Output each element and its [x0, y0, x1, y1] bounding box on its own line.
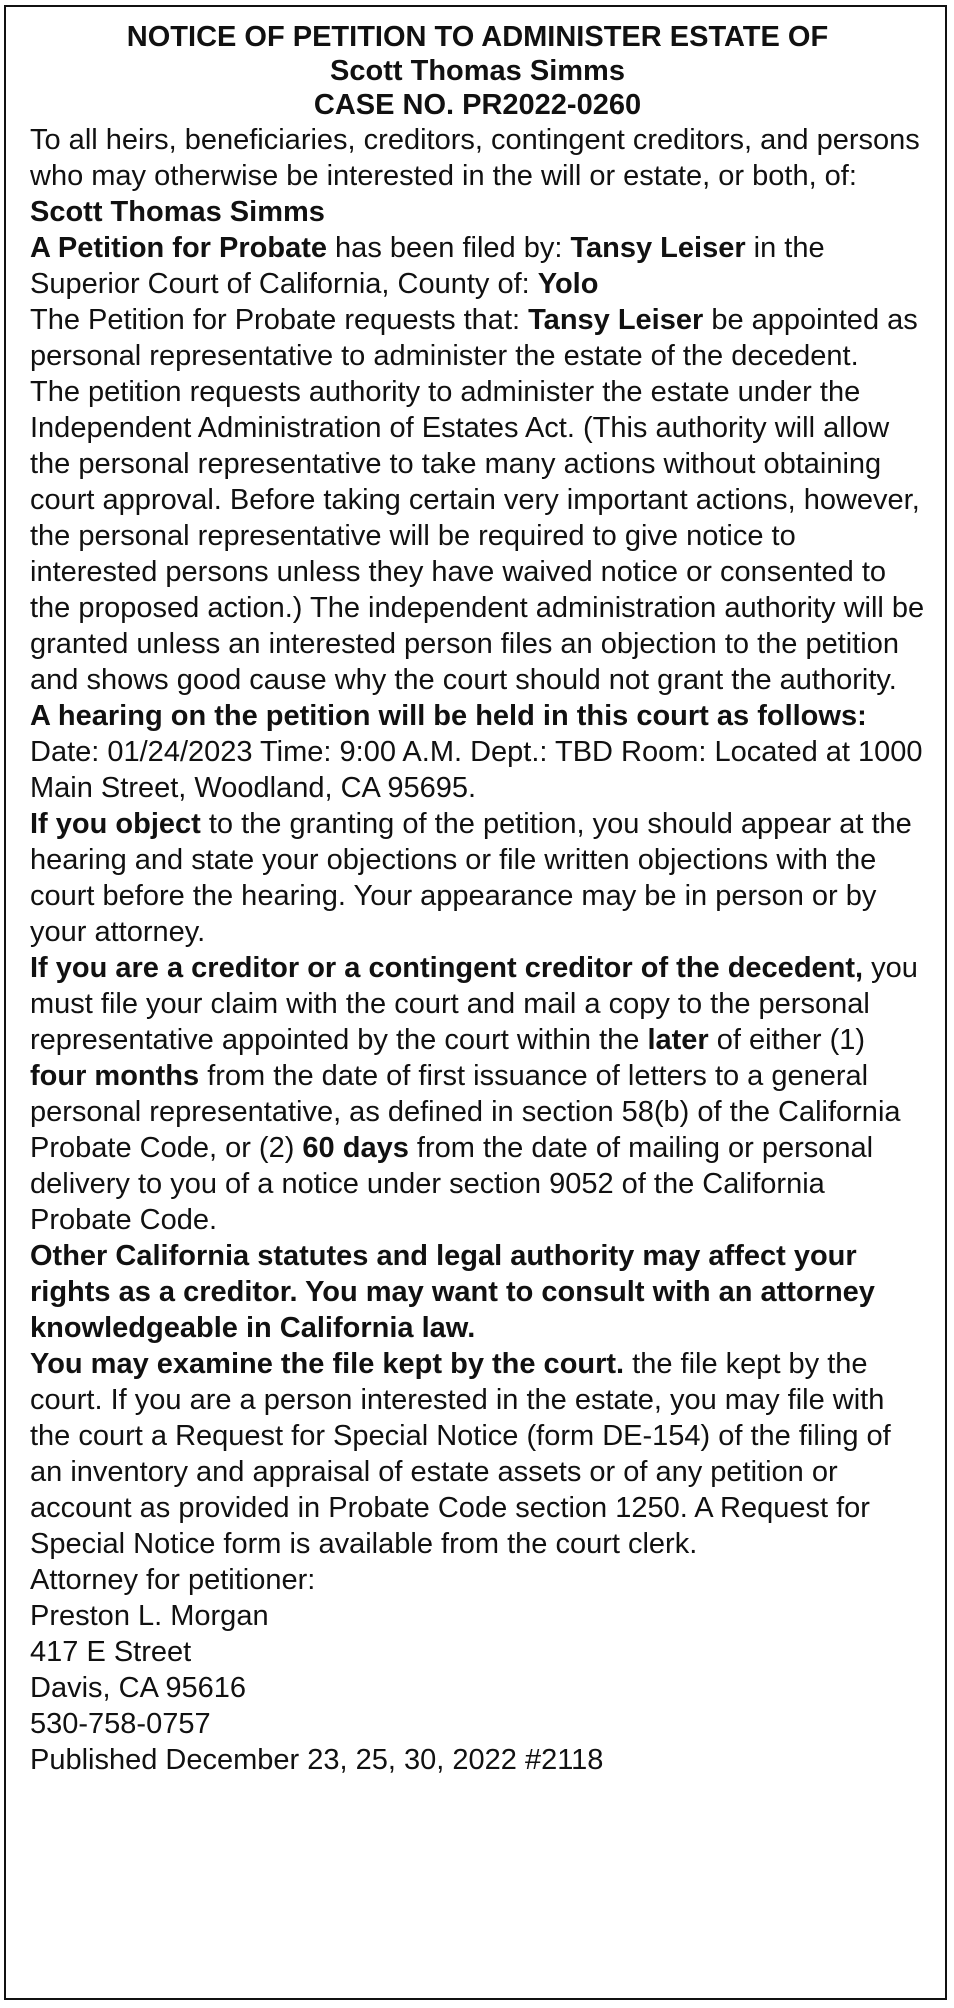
examine-file-paragraph — [30, 1346, 925, 1562]
authority-paragraph: The petition requests authority to administer the estate under the Independent Administration of Estates Act. (This authority will allow the personal representative to take many actions without obtaining court approval. Before taking certain very important actions, however, the personal representative will be required to give notice to interested persons unless they have waived notice or consented to the proposed action.) The independent administration authority will be granted unless an interested person files an objection to the petition and shows good cause why the court should not grant the authority. — [30, 376, 925, 696]
attorney-name: Preston L. Morgan — [30, 1600, 269, 1632]
petitioner-name: Tansy Leiser — [570, 232, 746, 264]
statutes-warning-paragraph: Other California statutes and legal authority may affect your rights as a creditor. You may want to consult with an attorney knowledgeable in California law. — [30, 1240, 875, 1344]
attorney-city: Davis, CA 95616 — [30, 1672, 247, 1704]
creditor-text-1: you must file your claim with the court and mail a copy to the personal representative appointed by the court within the — [30, 952, 918, 1056]
appointment-text: be appointed as personal representative to administer the estate of the decedent. — [30, 304, 918, 372]
intro-paragraph — [30, 122, 925, 230]
creditor-text-3: from the date of first issuance of letters to a general personal representative, as defined in section 58(b) of the California Probate Code, or (2) — [30, 1060, 901, 1164]
later-emphasis: later — [647, 1024, 709, 1056]
hearing-label: A hearing on the petition will be held in this court as follows: — [30, 700, 867, 732]
creditor-text-2: of either (1) — [708, 1024, 866, 1056]
attorney-block — [30, 1562, 925, 1742]
creditor-paragraph — [30, 950, 925, 1238]
four-months-emphasis: four months — [30, 1060, 200, 1092]
court-text: in the Superior Court of California, County of: — [30, 232, 825, 300]
petition-request-paragraph — [30, 302, 925, 374]
hearing-details: Date: 01/24/2023 Time: 9:00 A.M. Dept.: TBD Room: Located at 1000 Main Street, Woodland, CA 95695. — [30, 736, 923, 804]
creditor-label: If you are a creditor or a contingent creditor of the decedent, — [30, 952, 864, 984]
notice-title — [30, 20, 925, 122]
petition-filed-paragraph — [30, 230, 925, 302]
attorney-street: 417 E Street — [30, 1636, 192, 1668]
objection-text: to the granting of the petition, you should appear at the hearing and state your objections or file written objections with the court before the hearing. Your appearance may be in person or by your attorney. — [30, 808, 912, 948]
sixty-days-emphasis: 60 days — [302, 1132, 409, 1164]
request-text: The Petition for Probate requests that: — [30, 304, 529, 336]
hearing-paragraph — [30, 698, 925, 806]
representative-name: Tansy Leiser — [528, 304, 704, 336]
county-name: Yolo — [537, 268, 599, 300]
attorney-phone: 530-758-0757 — [30, 1708, 211, 1740]
legal-notice — [4, 5, 947, 2000]
filed-by-text: has been filed by: — [327, 232, 571, 264]
examine-file-label: You may examine the file kept by the court. — [30, 1348, 625, 1380]
creditor-text-4: from the date of mailing or personal delivery to you of a notice under section 9052 of the California Probate Code. — [30, 1132, 874, 1236]
petition-label: A Petition for Probate — [30, 232, 327, 264]
publication-info: Published December 23, 25, 30, 2022 #2118 — [30, 1744, 604, 1776]
decedent-name: Scott Thomas Simms — [30, 196, 325, 228]
intro-text: To all heirs, beneficiaries, creditors, contingent creditors, and persons who may otherwise be interested in the will or estate, or both, of: — [30, 124, 920, 192]
title-line-1: NOTICE OF PETITION TO ADMINISTER ESTATE OF — [126, 21, 829, 53]
attorney-label: Attorney for petitioner: — [30, 1564, 316, 1596]
examine-file-text: the file kept by the court. If you are a person interested in the estate, you may file with the court a Request for Special Notice (form DE-154) of the filing of an inventory and appraisal of estate assets or of any petition or account as provided in Probate Code section 1250. A Request for Special Notice form is available from the court clerk. — [30, 1348, 891, 1560]
title-case-number: CASE NO. PR2022-0260 — [313, 89, 642, 121]
objection-label: If you object — [30, 808, 201, 840]
title-decedent-name: Scott Thomas Simms — [330, 55, 625, 87]
objection-paragraph — [30, 806, 925, 950]
